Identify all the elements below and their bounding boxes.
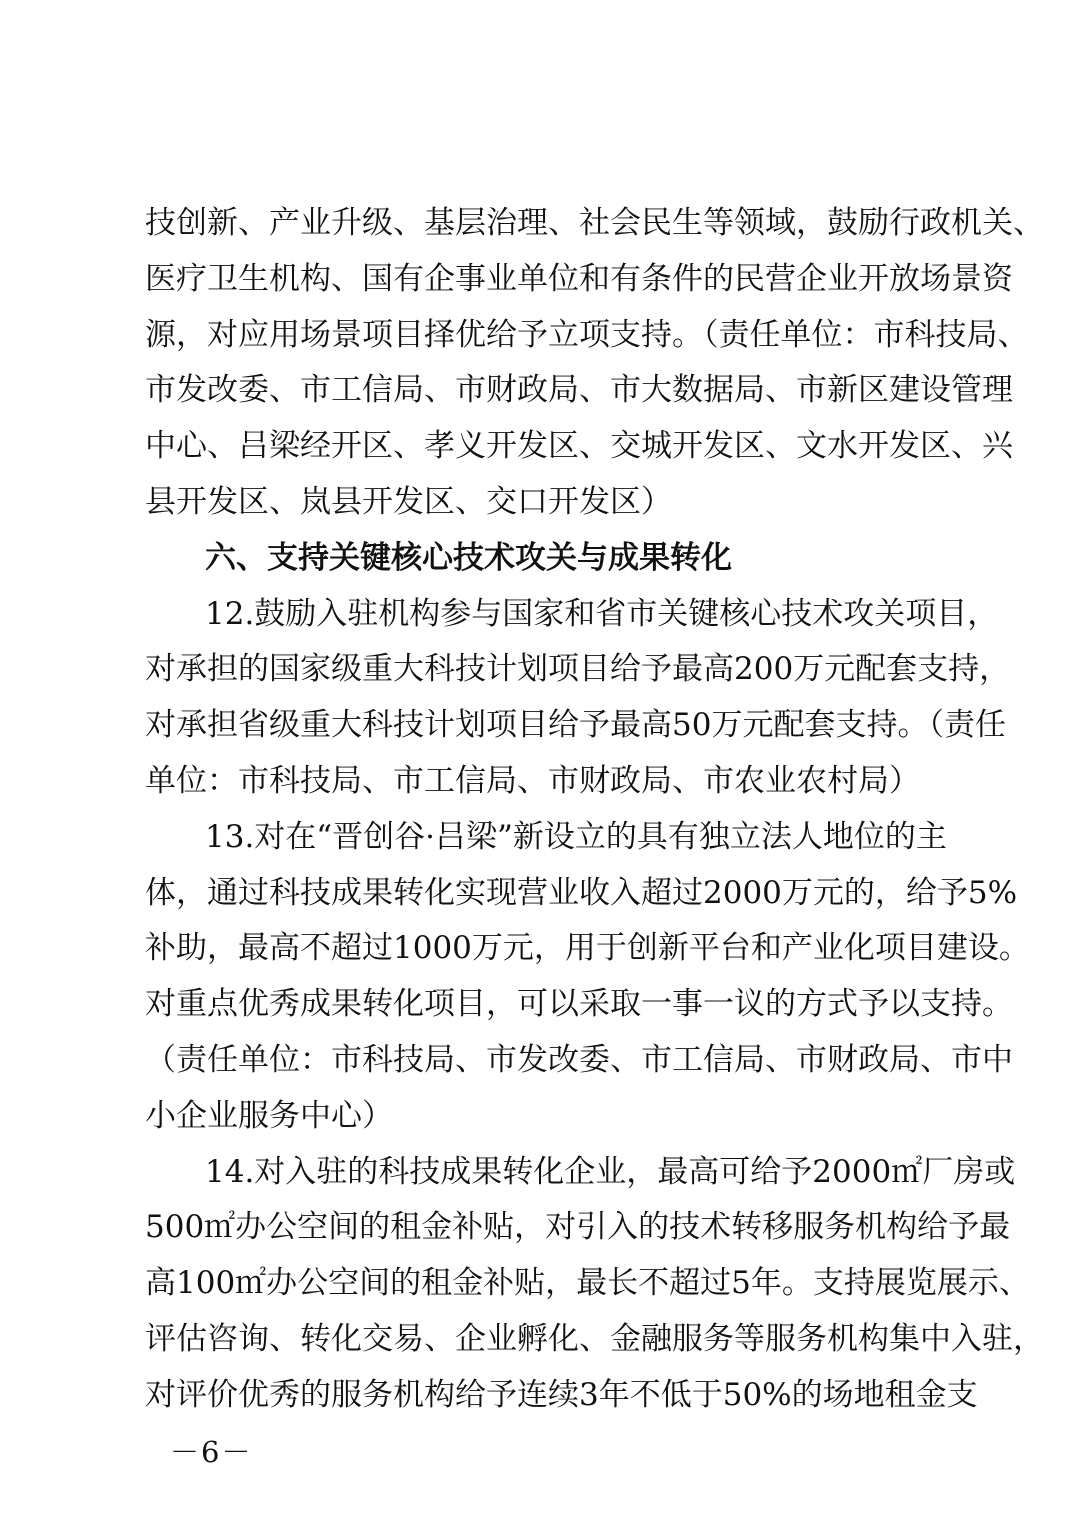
section-heading: 六、支持关键核心技术攻关与成果转化	[205, 539, 732, 576]
item-13-line: 补助，最高不超过1000万元，用于创新平台和产业化项目建设。	[145, 930, 1030, 967]
item-13-line: 体，通过科技成果转化实现营业收入超过2000万元的，给予5%	[145, 874, 1018, 911]
item-12-line: 12.鼓励入驻机构参与国家和省市关键核心技术攻关项目，	[205, 595, 999, 632]
paragraph-line: 中心、吕梁经开区、孝义开发区、交城开发区、文水开发区、兴	[145, 428, 1013, 465]
item-12-line: 单位：市科技局、市工信局、市财政局、市农业农村局）	[145, 762, 920, 799]
item-14-line: 500㎡办公空间的租金补贴，对引入的技术转移服务机构给予最	[145, 1209, 1011, 1246]
item-14-line: 对评价优秀的服务机构给予连续3年不低于50%的场地租金支	[145, 1376, 978, 1413]
item-12-line: 对承担的国家级重大科技计划项目给予最高200万元配套支持，	[145, 651, 1011, 688]
paragraph-line: 医疗卫生机构、国有企事业单位和有条件的民营企业开放场景资	[145, 260, 1013, 297]
item-13-line: 13.对在“晋创谷·吕梁”新设立的具有独立法人地位的主	[205, 818, 947, 855]
item-14-line: 14.对入驻的科技成果转化企业，最高可给予2000㎡厂房或	[205, 1153, 1016, 1190]
paragraph-line: 市发改委、市工信局、市财政局、市大数据局、市新区建设管理	[145, 372, 1013, 409]
item-14-line: 高100㎡办公空间的租金补贴，最长不超过5年。支持展览展示、	[145, 1265, 1030, 1302]
item-13-line: （责任单位：市科技局、市发改委、市工信局、市财政局、市中	[145, 1041, 1013, 1078]
paragraph-line: 源，对应用场景项目择优给予立项支持。（责任单位：市科技局、	[145, 316, 1029, 353]
item-13-line: 对重点优秀成果转化项目，可以采取一事一议的方式予以支持。	[145, 986, 1013, 1023]
page-number: －6－	[170, 1435, 253, 1469]
item-14-line: 评估咨询、转化交易、企业孵化、金融服务等服务机构集中入驻，	[145, 1320, 1044, 1357]
paragraph-line: 技创新、产业升级、基层治理、社会民生等领域，鼓励行政机关、	[145, 205, 1044, 241]
document-body	[145, 196, 1044, 1424]
item-13-line: 小企业服务中心）	[145, 1097, 393, 1134]
item-12-line: 对承担省级重大科技计划项目给予最高50万元配套支持。（责任	[145, 707, 1006, 744]
paragraph-line: 县开发区、岚县开发区、交口开发区）	[145, 483, 672, 520]
